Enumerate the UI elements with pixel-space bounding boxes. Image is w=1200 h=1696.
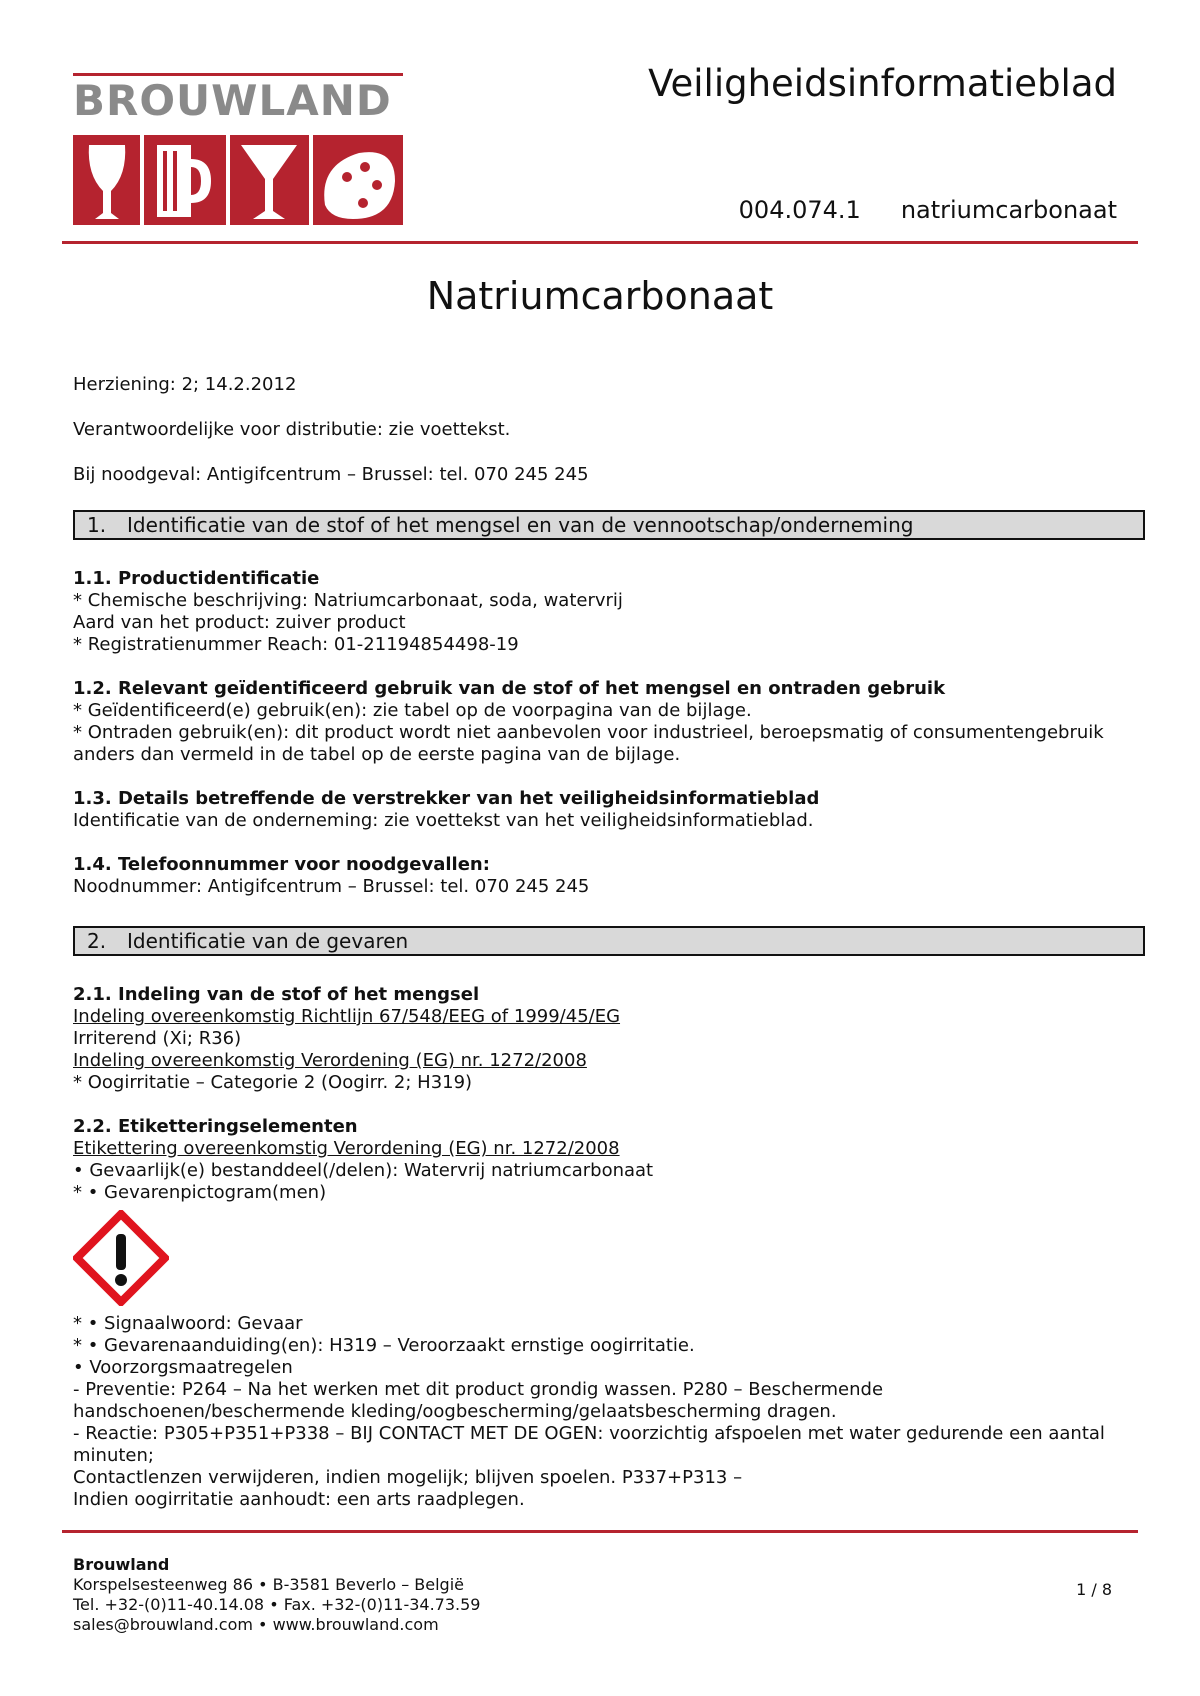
document-type: Veiligheidsinformatieblad xyxy=(648,62,1117,105)
subheading-1-4: 1.4. Telefoonnummer voor noodgevallen: xyxy=(73,854,490,875)
text-line: * Oogirritatie – Categorie 2 (Oogirr. 2; H319) xyxy=(73,1072,473,1093)
document-code xyxy=(739,196,1117,224)
section-header-1 xyxy=(73,510,1145,540)
text-line: Etikettering overeenkomstig Verordening (EG) nr. 1272/2008 xyxy=(73,1138,620,1159)
text-line: - Preventie: P264 – Na het werken met dit product grondig wassen. P280 – Beschermende handschoenen/beschermende kleding/oogbescherming/gelaatsbescherming dragen. xyxy=(73,1379,884,1422)
subheading-1-2: 1.2. Relevant geïdentificeerd gebruik van de stof of het mengsel en ontraden gebruik xyxy=(73,678,946,699)
section-number: 1. xyxy=(87,513,107,537)
header-divider xyxy=(62,241,1138,244)
subheading-2-1: 2.1. Indeling van de stof of het mengsel xyxy=(73,984,480,1005)
text-line: • Gevaarlijk(e) bestanddeel(/delen): Watervrij natriumcarbonaat xyxy=(73,1160,654,1181)
ghs-exclamation-icon xyxy=(73,1210,169,1306)
text-line: Indien oogirritatie aanhoudt: een arts raadplegen. xyxy=(73,1489,525,1510)
distribution-line: Verantwoordelijke voor distributie: zie voettekst. xyxy=(73,419,511,440)
text-line: Irriterend (Xi; R36) xyxy=(73,1028,242,1049)
text-line: Indeling overeenkomstig Richtlijn 67/548/EEG of 1999/45/EG xyxy=(73,1006,621,1027)
text-line: * • Gevarenpictogram(men) xyxy=(73,1182,327,1203)
footer-company: Brouwland xyxy=(73,1555,170,1574)
logo-icons-graphic xyxy=(73,135,403,225)
document-number: 004.074.1 xyxy=(738,196,861,224)
subheading-1-3: 1.3. Details betreffende de verstrekker van het veiligheidsinformatieblad xyxy=(73,788,820,809)
footer xyxy=(73,1555,480,1635)
text-line: * Registratienummer Reach: 01-21194854498-19 xyxy=(73,634,519,655)
subheading-2-2: 2.2. Etiketteringselementen xyxy=(73,1116,358,1137)
text-line: - Reactie: P305+P351+P338 – BIJ CONTACT MET DE OGEN: voorzichtig afspoelen met water gedurende een aantal minuten; xyxy=(73,1423,1105,1466)
section-number: 2. xyxy=(87,929,107,953)
section-title: Identificatie van de stof of het mengsel en van de vennootschap/onderneming xyxy=(127,513,914,537)
footer-contact: sales@brouwland.com • www.brouwland.com xyxy=(73,1615,439,1634)
section-2-body-bottom xyxy=(73,1313,1153,1511)
section-2-body-top xyxy=(73,984,1153,1204)
section-title: Identificatie van de gevaren xyxy=(127,929,409,953)
text-line: * Geïdentificeerd(e) gebruik(en): zie tabel op de voorpagina van de bijlage. xyxy=(73,700,752,721)
footer-address: Korspelsesteenweg 86 • B-3581 Beverlo – België xyxy=(73,1575,464,1594)
brand-logo xyxy=(73,73,403,225)
text-line: * • Signaalwoord: Gevaar xyxy=(73,1313,303,1334)
logo-wordmark: BROUWLAND xyxy=(73,76,392,125)
emergency-line: Bij noodgeval: Antigifcentrum – Brussel: tel. 070 245 245 xyxy=(73,464,589,485)
text-line: Indeling overeenkomstig Verordening (EG) nr. 1272/2008 xyxy=(73,1050,587,1071)
section-1-body xyxy=(73,568,1153,898)
text-line: * • Gevarenaanduiding(en): H319 – Veroorzaakt ernstige oogirritatie. xyxy=(73,1335,695,1356)
page-number: 1 / 8 xyxy=(1076,1580,1112,1599)
text-line: Aard van het product: zuiver product xyxy=(73,612,406,633)
revision-line: Herziening: 2; 14.2.2012 xyxy=(73,374,297,395)
section-header-2 xyxy=(73,926,1145,956)
subheading-1-1: 1.1. Productidentificatie xyxy=(73,568,320,589)
product-short-name: natriumcarbonaat xyxy=(900,196,1117,224)
text-line: * Ontraden gebruik(en): dit product wordt niet aanbevolen voor industrieel, beroepsmatig of consumentengebruik anders dan vermeld in de tabel op de eerste pagina van de bijlage. xyxy=(73,722,1104,765)
page-title: Natriumcarbonaat xyxy=(426,274,774,318)
text-line: • Voorzorgsmaatregelen xyxy=(73,1357,293,1378)
text-line: Contactlenzen verwijderen, indien mogelijk; blijven spoelen. P337+P313 – xyxy=(73,1467,743,1488)
text-line: Identificatie van de onderneming: zie voettekst van het veiligheidsinformatieblad. xyxy=(73,810,814,831)
footer-divider xyxy=(62,1530,1138,1533)
text-line: * Chemische beschrijving: Natriumcarbonaat, soda, watervrij xyxy=(73,590,623,611)
footer-phone: Tel. +32-(0)11-40.14.08 • Fax. +32-(0)11-34.73.59 xyxy=(73,1595,481,1614)
text-line: Noodnummer: Antigifcentrum – Brussel: tel. 070 245 245 xyxy=(73,876,590,897)
